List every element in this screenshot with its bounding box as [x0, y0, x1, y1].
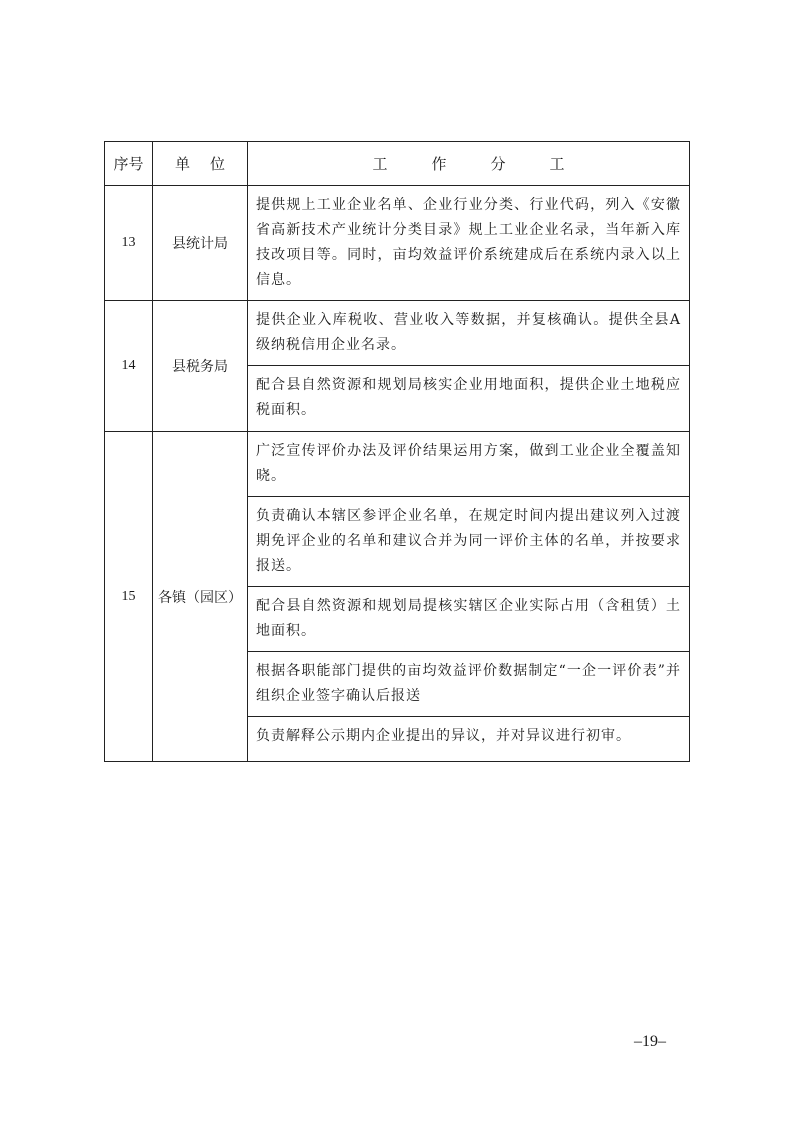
header-duty: 工 作 分 工 [248, 142, 690, 186]
row-number: 13 [105, 186, 153, 301]
table-row [105, 432, 690, 497]
header-unit: 单 位 [153, 142, 248, 186]
page-number: –19– [634, 1033, 666, 1050]
duty-text: 广泛宣传评价办法及评价结果运用方案，做到工业企业全覆盖知晓。 [248, 432, 690, 497]
header-seq: 序号 [105, 142, 153, 186]
table-row [105, 301, 690, 366]
duty-text: 提供规上工业企业名单、企业行业分类、行业代码，列入《安徽省高新技术产业统计分类目录》规上工业企业名录，当年新入库技改项目等。同时，亩均效益评价系统建成后在系统内录入以上信息。 [248, 186, 690, 301]
duty-text: 负责确认本辖区参评企业名单，在规定时间内提出建议列入过渡期免评企业的名单和建议合并为同一评价主体的名单，并按要求报送。 [248, 497, 690, 587]
division-of-work-table [104, 141, 690, 762]
table-header-row [105, 142, 690, 186]
duty-text: 负责解释公示期内企业提出的异议，并对异议进行初审。 [248, 717, 690, 762]
unit-name: 各镇（园区） [153, 432, 248, 762]
duty-text: 根据各职能部门提供的亩均效益评价数据制定“一企一评价表”并组织企业签字确认后报送 [248, 652, 690, 717]
duty-text: 配合县自然资源和规划局核实企业用地面积，提供企业土地税应税面积。 [248, 366, 690, 432]
duty-text: 配合县自然资源和规划局提核实辖区企业实际占用（含租赁）土地面积。 [248, 587, 690, 652]
unit-name: 县税务局 [153, 301, 248, 432]
unit-name: 县统计局 [153, 186, 248, 301]
row-number: 14 [105, 301, 153, 432]
table-row [105, 186, 690, 301]
row-number: 15 [105, 432, 153, 762]
duty-text: 提供企业入库税收、营业收入等数据，并复核确认。提供全县A级纳税信用企业名录。 [248, 301, 690, 366]
